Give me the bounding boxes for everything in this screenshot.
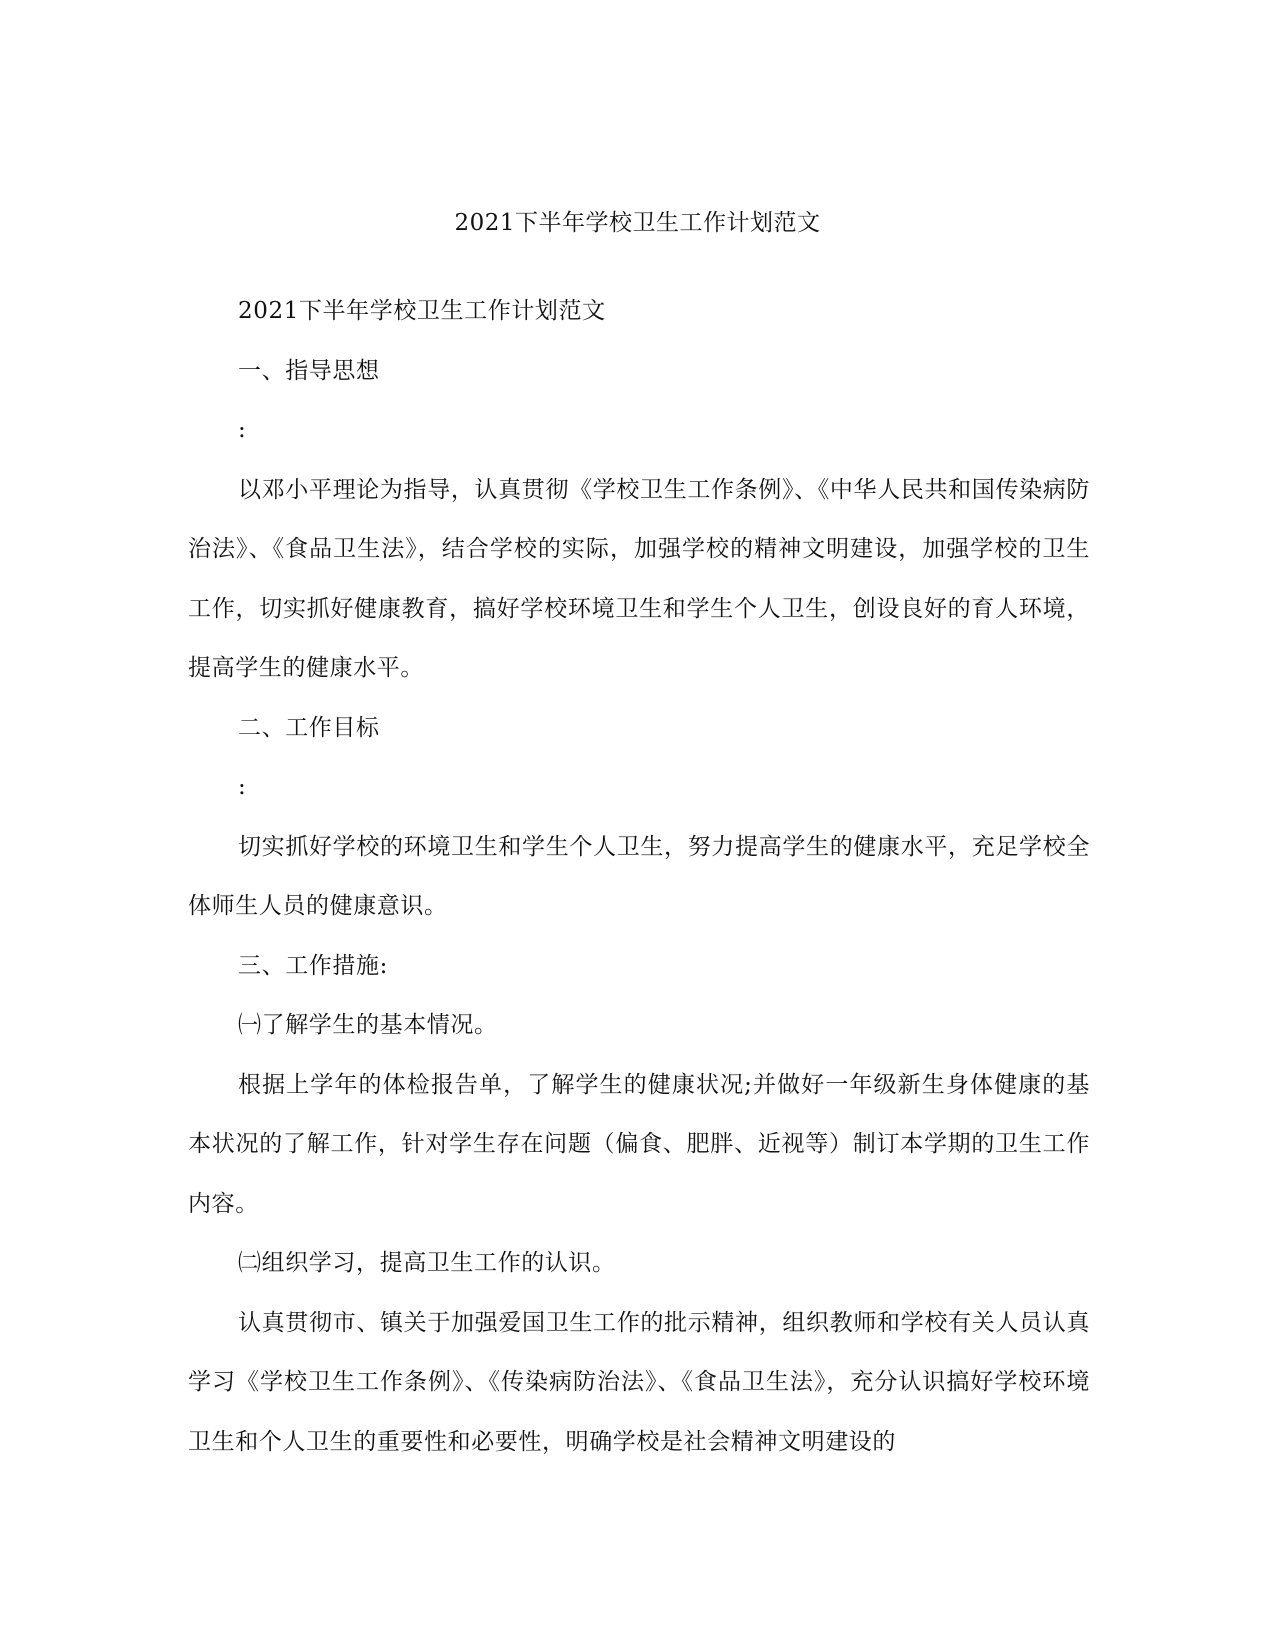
subheading-organize-study: ㈡组织学习，提高卫生工作的认识。	[238, 1250, 616, 1276]
subheading-student-situation: ㈠了解学生的基本情况。	[238, 1012, 498, 1038]
document-body	[188, 282, 1090, 1472]
heading-work-goals: 二、工作目标	[238, 714, 380, 741]
heading-work-measures: 三、工作措施:	[238, 952, 388, 979]
paragraph-colon: :	[238, 774, 247, 800]
paragraph-subtitle: 2021下半年学校卫生工作计划范文	[238, 298, 606, 324]
heading-guiding-ideology: 一、指导思想	[238, 357, 380, 384]
paragraph-student-situation: 根据上学年的体检报告单，了解学生的健康状况;并做好一年级新生身体健康的基本状况的了解工作，针对学生存在问题（偏食、肥胖、近视等）制订本学期的卫生工作内容。	[188, 1071, 1090, 1217]
paragraph-colon: :	[238, 417, 247, 443]
document-title: 2021下半年学校卫生工作计划范文	[454, 210, 821, 236]
paragraph-work-goals: 切实抓好学校的环境卫生和学生个人卫生，努力提高学生的健康水平，充足学校全体师生人员的健康意识。	[188, 833, 1090, 919]
paragraph-organize-study: 认真贯彻市、镇关于加强爱国卫生工作的批示精神，组织教师和学校有关人员认真学习《学校卫生工作条例》、《传染病防治法》、《食品卫生法》，充分认识搞好学校环境卫生和个人卫生的重要性和必要性，明确学校是社会精神文明建设的	[188, 1309, 1090, 1455]
paragraph-guiding-ideology: 以邓小平理论为指导，认真贯彻《学校卫生工作条例》、《中华人民共和国传染病防治法》、《食品卫生法》，结合学校的实际，加强学校的精神文明建设，加强学校的卫生工作，切实抓好健康教育，搞好学校环境卫生和学生个人卫生，创设良好的育人环境，提高学生的健康水平。	[188, 476, 1090, 681]
